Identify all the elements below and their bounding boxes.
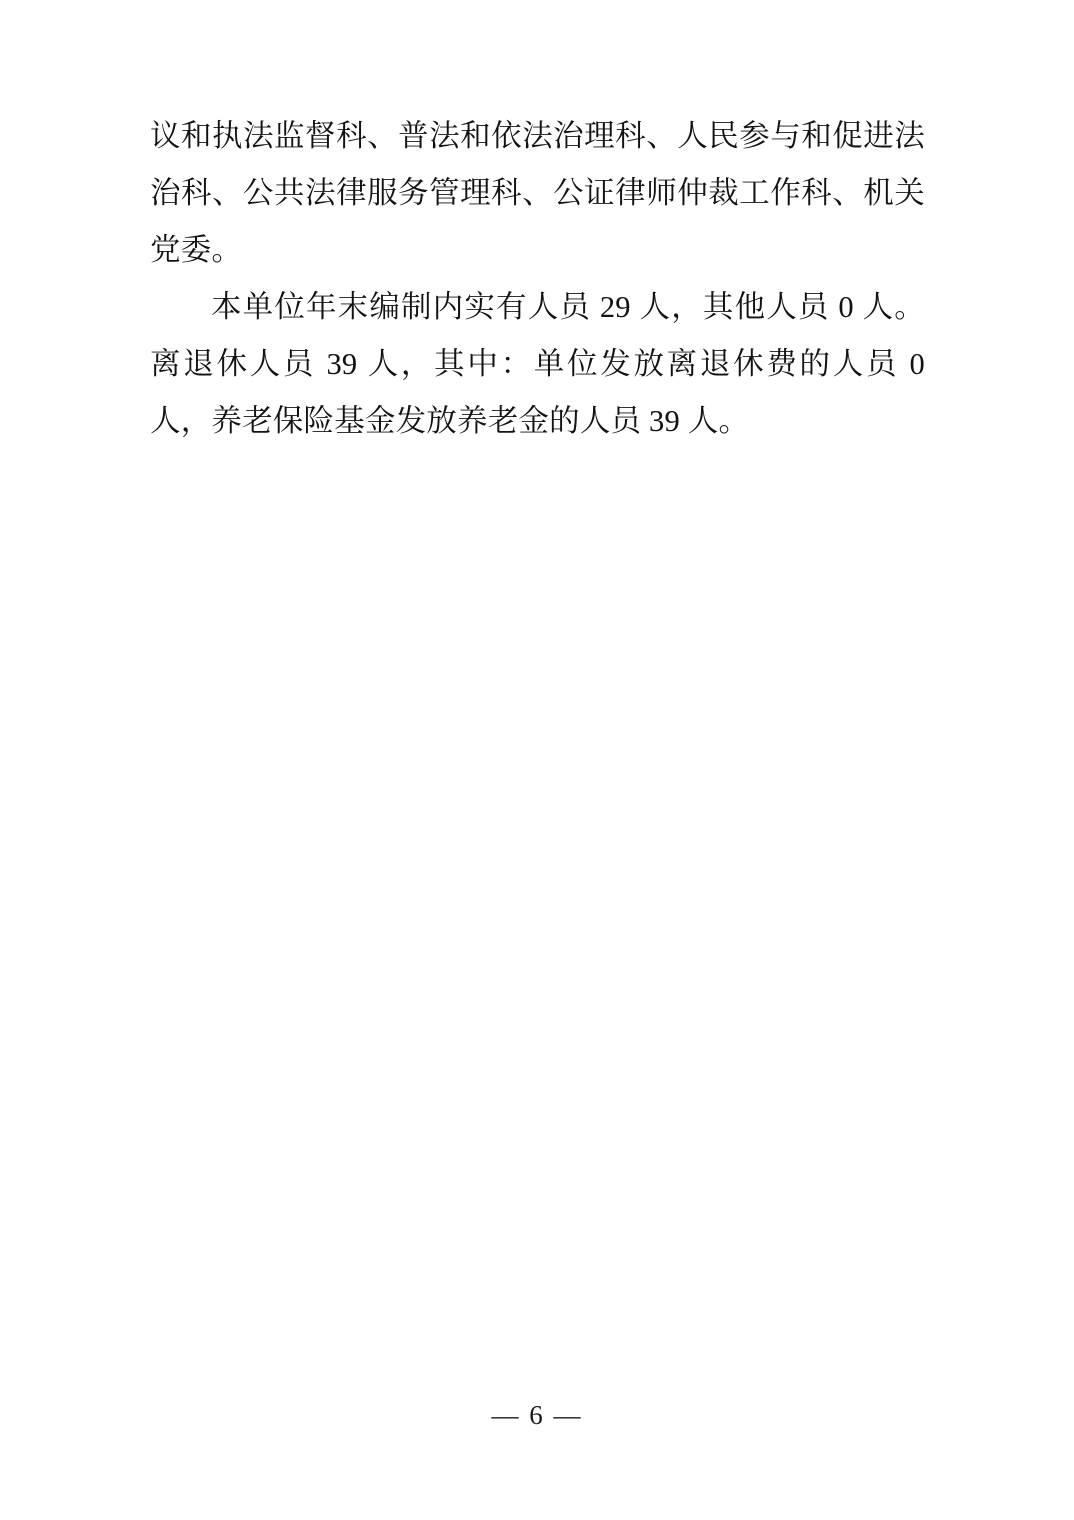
page-body: [150, 108, 925, 450]
paragraph-staffing: 本单位年末编制内实有人员 29 人，其他人员 0 人。离退休人员 39 人，其中：单位发放离退休费的人员 0 人，养老保险基金发放养老金的人员 39 人。: [150, 290, 925, 438]
paragraph-departments: 议和执法监督科、普法和依法治理科、人民参与和促进法治科、公共法律服务管理科、公证律师仲裁工作科、机关党委。: [150, 119, 925, 267]
page-number: — 6 —: [491, 1400, 583, 1430]
